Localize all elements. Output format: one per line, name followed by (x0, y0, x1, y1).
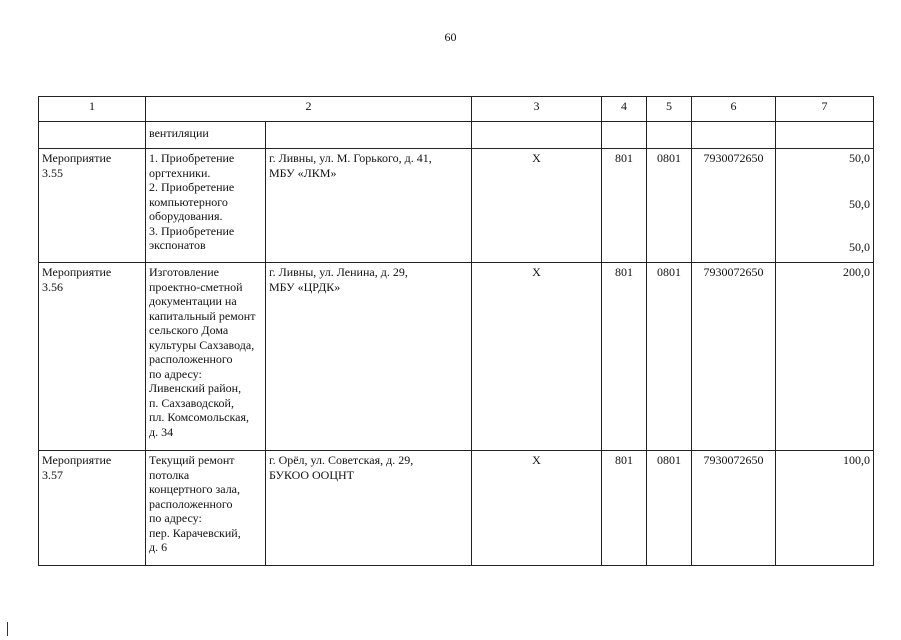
description-line: расположенного (149, 496, 233, 511)
description-line: пер. Карачевский, (149, 525, 241, 540)
event-label: Мероприятие (42, 151, 112, 165)
header-col-2: 2 (146, 97, 472, 122)
continuation-text: вентиляции (146, 122, 266, 149)
page-number: 60 (444, 30, 457, 44)
description-line: по адресу: (149, 511, 202, 525)
address-line: г. Ливны, ул. М. Горького, д. 41, (269, 151, 432, 165)
amount-value: 50,0 (849, 240, 870, 254)
description-line: оборудования. (149, 209, 223, 223)
col5-cell: 0801 (647, 451, 692, 566)
continuation-col5-cell (647, 122, 692, 149)
description-line: 3. Приобретение (149, 223, 235, 238)
continuation-address-cell (266, 122, 472, 149)
table-row (39, 263, 874, 451)
table-row (39, 451, 874, 566)
event-number: 3.55 (42, 165, 63, 180)
address-line: БУКОО ООЦНТ (269, 467, 354, 482)
address-line: г. Ливны, ул. Ленина, д. 29, (269, 265, 408, 279)
amount-cell (776, 451, 874, 566)
address-cell (266, 451, 472, 566)
col5-cell: 0801 (647, 149, 692, 263)
description-line: по адресу: (149, 366, 202, 381)
description-line: пл. Комсомольская, (149, 410, 249, 424)
header-row (39, 97, 874, 122)
description-line: п. Сахзаводской, (149, 395, 234, 410)
continuation-col3-cell (472, 122, 602, 149)
col6-cell: 7930072650 (692, 451, 776, 566)
description-line: потолка (149, 467, 190, 482)
col6-cell: 7930072650 (692, 149, 776, 263)
description-line: оргтехники. (149, 165, 211, 180)
amount-cell (776, 149, 874, 263)
header-col-3: 3 (472, 97, 602, 122)
header-col-4: 4 (602, 97, 647, 122)
header-col-1: 1 (39, 97, 146, 122)
amount-value: 50,0 (849, 151, 870, 165)
col5-cell: 0801 (647, 263, 692, 451)
description-line: компьютерного (149, 194, 228, 209)
description-line: капитальный ремонт (149, 308, 256, 323)
description-line: концертного зала, (149, 482, 241, 496)
description-line: 2. Приобретение (149, 180, 235, 194)
continuation-row (39, 122, 874, 149)
col3-cell: X (472, 263, 602, 451)
table-row (39, 149, 874, 263)
event-label: Мероприятие (42, 265, 112, 279)
event-cell (39, 263, 146, 451)
col4-cell: 801 (602, 451, 647, 566)
col4-cell: 801 (602, 149, 647, 263)
description-line: расположенного (149, 352, 233, 366)
description-line: 1. Приобретение (149, 151, 235, 165)
description-line: Текущий ремонт (149, 453, 235, 467)
event-cell (39, 451, 146, 566)
description-line: культуры Сахзавода, (149, 337, 255, 352)
event-cell (39, 149, 146, 263)
description-line: Ливенский район, (149, 381, 242, 395)
description-cell (146, 149, 266, 263)
col3-cell: X (472, 149, 602, 263)
amount-value: 50,0 (849, 196, 870, 211)
address-line: МБУ «ЦРДК» (269, 279, 341, 294)
description-line: документации на (149, 294, 237, 308)
address-cell (266, 149, 472, 263)
continuation-col7-cell (776, 122, 874, 149)
continuation-col6-cell (692, 122, 776, 149)
address-line: г. Орёл, ул. Советская, д. 29, (269, 453, 414, 467)
description-cell (146, 263, 266, 451)
col6-cell: 7930072650 (692, 263, 776, 451)
description-line: сельского Дома (149, 323, 229, 337)
col3-cell: X (472, 451, 602, 566)
header-col-5: 5 (647, 97, 692, 122)
col4-cell: 801 (602, 263, 647, 451)
amount-value: 100,0 (843, 453, 870, 467)
description-line: проектно-сметной (149, 279, 243, 294)
event-label: Мероприятие (42, 453, 112, 467)
header-col-6: 6 (692, 97, 776, 122)
budget-table (38, 96, 874, 566)
header-col-7: 7 (776, 97, 874, 122)
continuation-col4-cell (602, 122, 647, 149)
address-line: МБУ «ЛКМ» (269, 165, 337, 180)
description-cell (146, 451, 266, 566)
continuation-event-cell (39, 122, 146, 149)
event-number: 3.57 (42, 467, 63, 482)
address-cell (266, 263, 472, 451)
description-line: д. 34 (149, 424, 174, 439)
description-line: д. 6 (149, 540, 168, 554)
event-number: 3.56 (42, 279, 63, 294)
description-line: экспонатов (149, 238, 206, 252)
description-line: Изготовление (149, 265, 219, 279)
scan-margin-mark (7, 622, 8, 636)
amount-value: 200,0 (843, 265, 870, 279)
amount-cell (776, 263, 874, 451)
